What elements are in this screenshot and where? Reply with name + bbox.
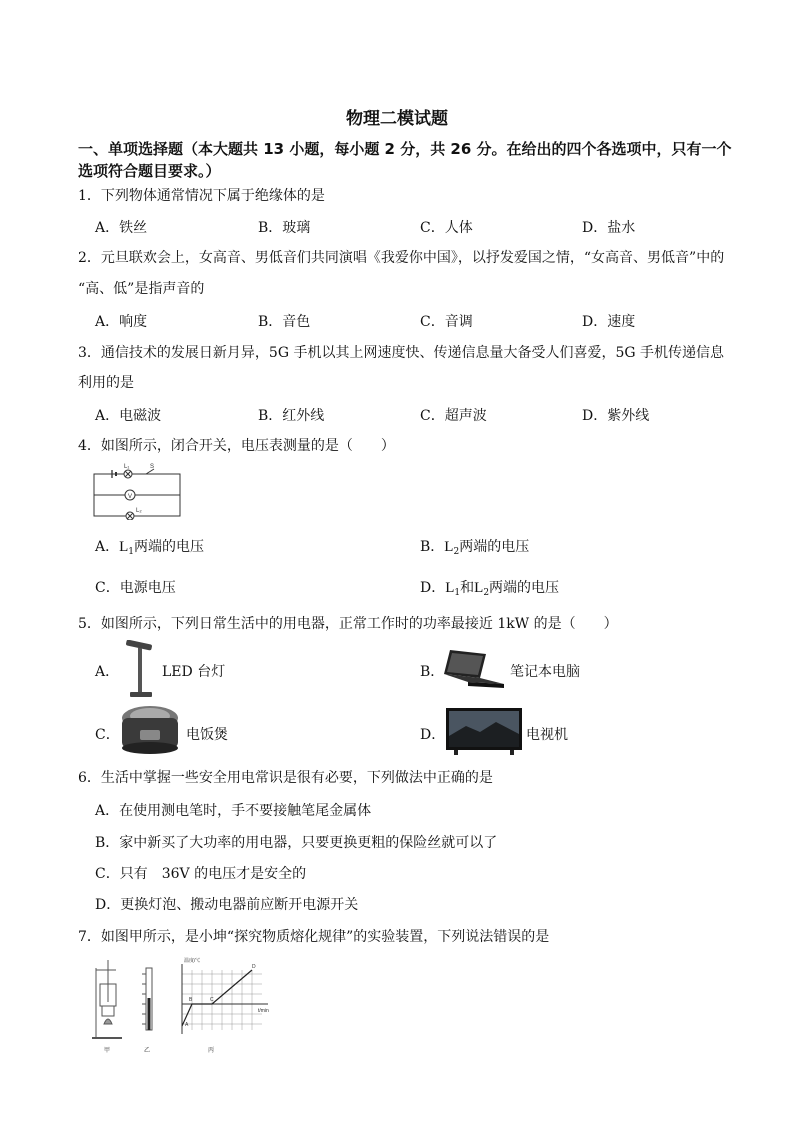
- rice-cooker-icon: [118, 700, 182, 758]
- option-text: 两端的电压: [134, 539, 205, 555]
- section-heading-line-1: 一、单项选择题（本大题共 13 小题，每小题 2 分，共 26 分。在给出的四个各选项中，只有一个: [78, 140, 732, 158]
- circuit-label-l1: L₁: [124, 464, 130, 470]
- question-3-option-b[interactable]: B．红外线: [258, 408, 325, 424]
- question-5-option-a-text: LED 台灯: [162, 664, 226, 680]
- option-text: 两端的电压: [489, 580, 560, 596]
- question-6-option-b[interactable]: B．家中新买了大功率的用电器，只要更换更粗的保险丝就可以了: [95, 835, 498, 851]
- question-3-option-a[interactable]: A．电磁波: [95, 408, 162, 424]
- option-text: 两端的电压: [459, 539, 530, 555]
- television-icon: [446, 708, 522, 756]
- option-text: 电源电压: [119, 580, 176, 596]
- apparatus-jia: [92, 960, 122, 1038]
- question-4-stem: 4．如图所示，闭合开关，电压表测量的是（ ）: [78, 438, 395, 454]
- graph-curve: [182, 970, 252, 1026]
- option-letter: A．: [95, 539, 120, 555]
- graph-point-d: D: [252, 964, 256, 970]
- lamp-symbol: L: [444, 539, 454, 555]
- lamp-subscript: 1: [454, 588, 461, 598]
- question-6-stem: 6．生活中掌握一些安全用电常识是很有必要，下列做法中正确的是: [78, 770, 493, 786]
- question-7-stem: 7．如图甲所示，是小坤“探究物质熔化规律”的实验装置，下列说法错误的是: [78, 929, 550, 945]
- lamp-symbol: L: [445, 580, 455, 596]
- question-3-stem-line-1: 3．通信技术的发展日新月异，5G 手机以其上网速度快、传递信息量大备受人们喜爱，5G 手机传递信息: [78, 345, 724, 361]
- section-heading: [78, 138, 768, 182]
- question-5-option-a-letter[interactable]: A．: [95, 664, 120, 680]
- lamp-symbol: L: [474, 580, 484, 596]
- option-text: 和: [460, 580, 475, 596]
- page-title: 物理二模试题: [346, 109, 448, 129]
- figure-label-jia: 甲: [104, 1048, 111, 1054]
- question-3-option-d[interactable]: D．紫外线: [582, 408, 650, 424]
- question-1-option-d[interactable]: D．盐水: [582, 220, 636, 236]
- laptop-icon: [440, 648, 506, 692]
- question-5-stem: 5．如图所示，下列日常生活中的用电器，正常工作时的功率最接近 1kW 的是（ ）: [78, 616, 618, 632]
- figure-label-yi: 乙: [144, 1048, 151, 1054]
- question-1-option-c[interactable]: C．人体: [420, 220, 473, 236]
- question-1-option-b[interactable]: B．玻璃: [258, 220, 311, 236]
- question-2-option-d[interactable]: D．速度: [582, 314, 636, 330]
- lamp-subscript: 2: [453, 547, 460, 557]
- option-letter: C．: [95, 580, 120, 596]
- question-2-stem-line-2: “高、低”是指声音的: [78, 281, 205, 297]
- question-4-option-c[interactable]: [95, 578, 176, 598]
- question-1-stem: 1．下列物体通常情况下属于绝缘体的是: [78, 188, 325, 204]
- circuit-label-v: V: [128, 494, 133, 500]
- question-4-option-a[interactable]: [95, 537, 204, 562]
- question-6-option-d[interactable]: D．更换灯泡、搬动电器前应断开电源开关: [95, 897, 359, 913]
- figure-label-bing: 丙: [208, 1048, 215, 1054]
- question-6-option-a[interactable]: A．在使用测电笔时，手不要接触笔尾金属体: [95, 803, 372, 819]
- question-5-option-b-letter[interactable]: B．: [420, 664, 445, 680]
- question-1-option-a[interactable]: A．铁丝: [95, 220, 148, 236]
- question-2-stem-line-1: 2．元旦联欢会上，女高音、男低音们共同演唱《我爱你中国》，以抒发爱国之情，“女高音、男低音”中的: [78, 250, 725, 266]
- question-3-stem: [78, 343, 768, 393]
- lamp-subscript: 1: [128, 547, 135, 557]
- question-5-option-b-text: 笔记本电脑: [510, 664, 580, 680]
- option-letter: D．: [420, 580, 446, 596]
- question-2-option-b[interactable]: B．音色: [258, 314, 311, 330]
- question-6-option-c[interactable]: C．只有 36V 的电压才是安全的: [95, 866, 307, 882]
- circuit-label-l2: L₂: [136, 508, 142, 514]
- option-letter: B．: [420, 539, 445, 555]
- question-4-option-d[interactable]: [420, 578, 559, 603]
- question-5-option-c-text: 电饭煲: [186, 727, 228, 743]
- question-5-option-c-letter[interactable]: C．: [95, 727, 120, 743]
- desk-lamp-icon: [122, 640, 160, 700]
- question-7-experiment-figure: [86, 954, 286, 1058]
- question-5-option-d-letter[interactable]: D．: [420, 727, 446, 743]
- graph-point-a: A: [185, 1022, 189, 1028]
- graph-x-label: t/min: [258, 1008, 269, 1014]
- question-2-option-a[interactable]: A．响度: [95, 314, 148, 330]
- graph-bing: [182, 970, 262, 1030]
- question-3-stem-line-2: 利用的是: [78, 375, 134, 391]
- thermometer-yi: [142, 968, 152, 1030]
- lamp-subscript: 2: [483, 588, 490, 598]
- section-heading-line-2: 选项符合题目要求。）: [78, 162, 221, 180]
- question-2-option-c[interactable]: C．音调: [420, 314, 473, 330]
- question-2-stem: [78, 248, 768, 299]
- question-3-option-c[interactable]: C．超声波: [420, 408, 487, 424]
- graph-y-label: 温度/℃: [184, 958, 201, 964]
- question-4-circuit-diagram: [90, 462, 186, 520]
- question-4-option-b[interactable]: [420, 537, 529, 562]
- graph-point-b: B: [189, 997, 193, 1003]
- circuit-label-s: S: [150, 464, 155, 470]
- question-5-option-d-text: 电视机: [526, 727, 568, 743]
- graph-point-c: C: [210, 997, 214, 1003]
- lamp-symbol: L: [119, 539, 129, 555]
